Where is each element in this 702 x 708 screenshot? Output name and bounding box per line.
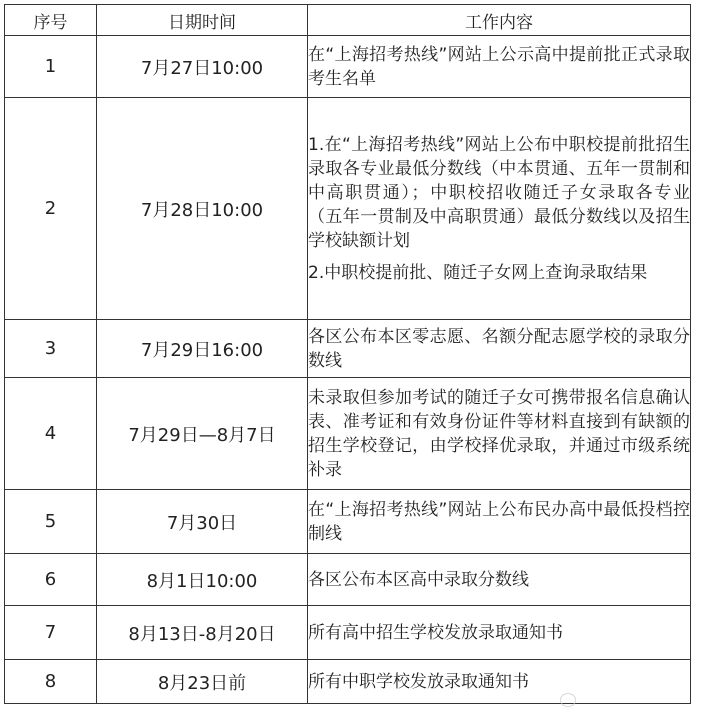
watermark: [560, 692, 700, 708]
task-text: 各区公布本区高中录取分数线: [308, 569, 529, 590]
row-number: 8: [5, 660, 97, 704]
row-task: [308, 98, 691, 320]
watermark-logo-icon: [560, 693, 576, 707]
task-text: 在“上海招考热线”网站上公示高中提前批正式录取考生名单: [308, 44, 690, 89]
row-number: 5: [5, 490, 97, 554]
table-row: [5, 606, 691, 660]
row-date: 7月29日—8月7日: [97, 378, 308, 490]
row-date: 7月30日: [97, 490, 308, 554]
task-text: 1.在“上海招考热线”网站上公布中职校提前批招生录取各专业最低分数线（中本贯通、五年一贯制和中高职贯通）；中职校招收随迁子女录取各专业（五年一贯制及中高职贯通）最低分数线以及招生学校缺额计划: [308, 134, 690, 251]
table-row: [5, 378, 691, 490]
admission-schedule-table: [4, 4, 691, 704]
row-number: 4: [5, 378, 97, 490]
table-row: [5, 554, 691, 606]
table-row: [5, 98, 691, 320]
table-row: [5, 490, 691, 554]
row-date: 8月1日10:00: [97, 554, 308, 606]
row-date: 8月13日-8月20日: [97, 606, 308, 660]
row-date: 8月23日前: [97, 660, 308, 704]
task-text: 所有中职学校发放录取通知书: [308, 671, 529, 692]
header-no: 序号: [5, 5, 97, 36]
table-row: [5, 36, 691, 98]
row-number: 6: [5, 554, 97, 606]
row-task: [308, 378, 691, 490]
task-text: 各区公布本区零志愿、名额分配志愿学校的录取分数线: [308, 326, 690, 371]
task-text: 未录取但参加考试的随迁子女可携带报名信息确认表、准考证和有效身份证件等材料直接到有缺额的招生学校登记，由学校择优录取，并通过市级系统补录: [308, 387, 690, 480]
row-date: 7月28日10:00: [97, 98, 308, 320]
row-task: [308, 320, 691, 378]
header-date: 日期时间: [97, 5, 308, 36]
row-number: 7: [5, 606, 97, 660]
row-number: 3: [5, 320, 97, 378]
row-date: 7月27日10:00: [97, 36, 308, 98]
header-task: 工作内容: [308, 5, 691, 36]
row-number: 2: [5, 98, 97, 320]
row-task: [308, 606, 691, 660]
task-text: 在“上海招考热线”网站上公布民办高中最低投档控制线: [308, 499, 690, 544]
row-task: [308, 490, 691, 554]
task-text: 所有高中招生学校发放录取通知书: [308, 622, 563, 643]
table-row: [5, 320, 691, 378]
table-header-row: [5, 5, 691, 36]
row-task: [308, 36, 691, 98]
task-text: 2.中职校提前批、随迁子女网上查询录取结果: [308, 262, 648, 283]
row-date: 7月29日16:00: [97, 320, 308, 378]
row-number: 1: [5, 36, 97, 98]
row-task: [308, 554, 691, 606]
